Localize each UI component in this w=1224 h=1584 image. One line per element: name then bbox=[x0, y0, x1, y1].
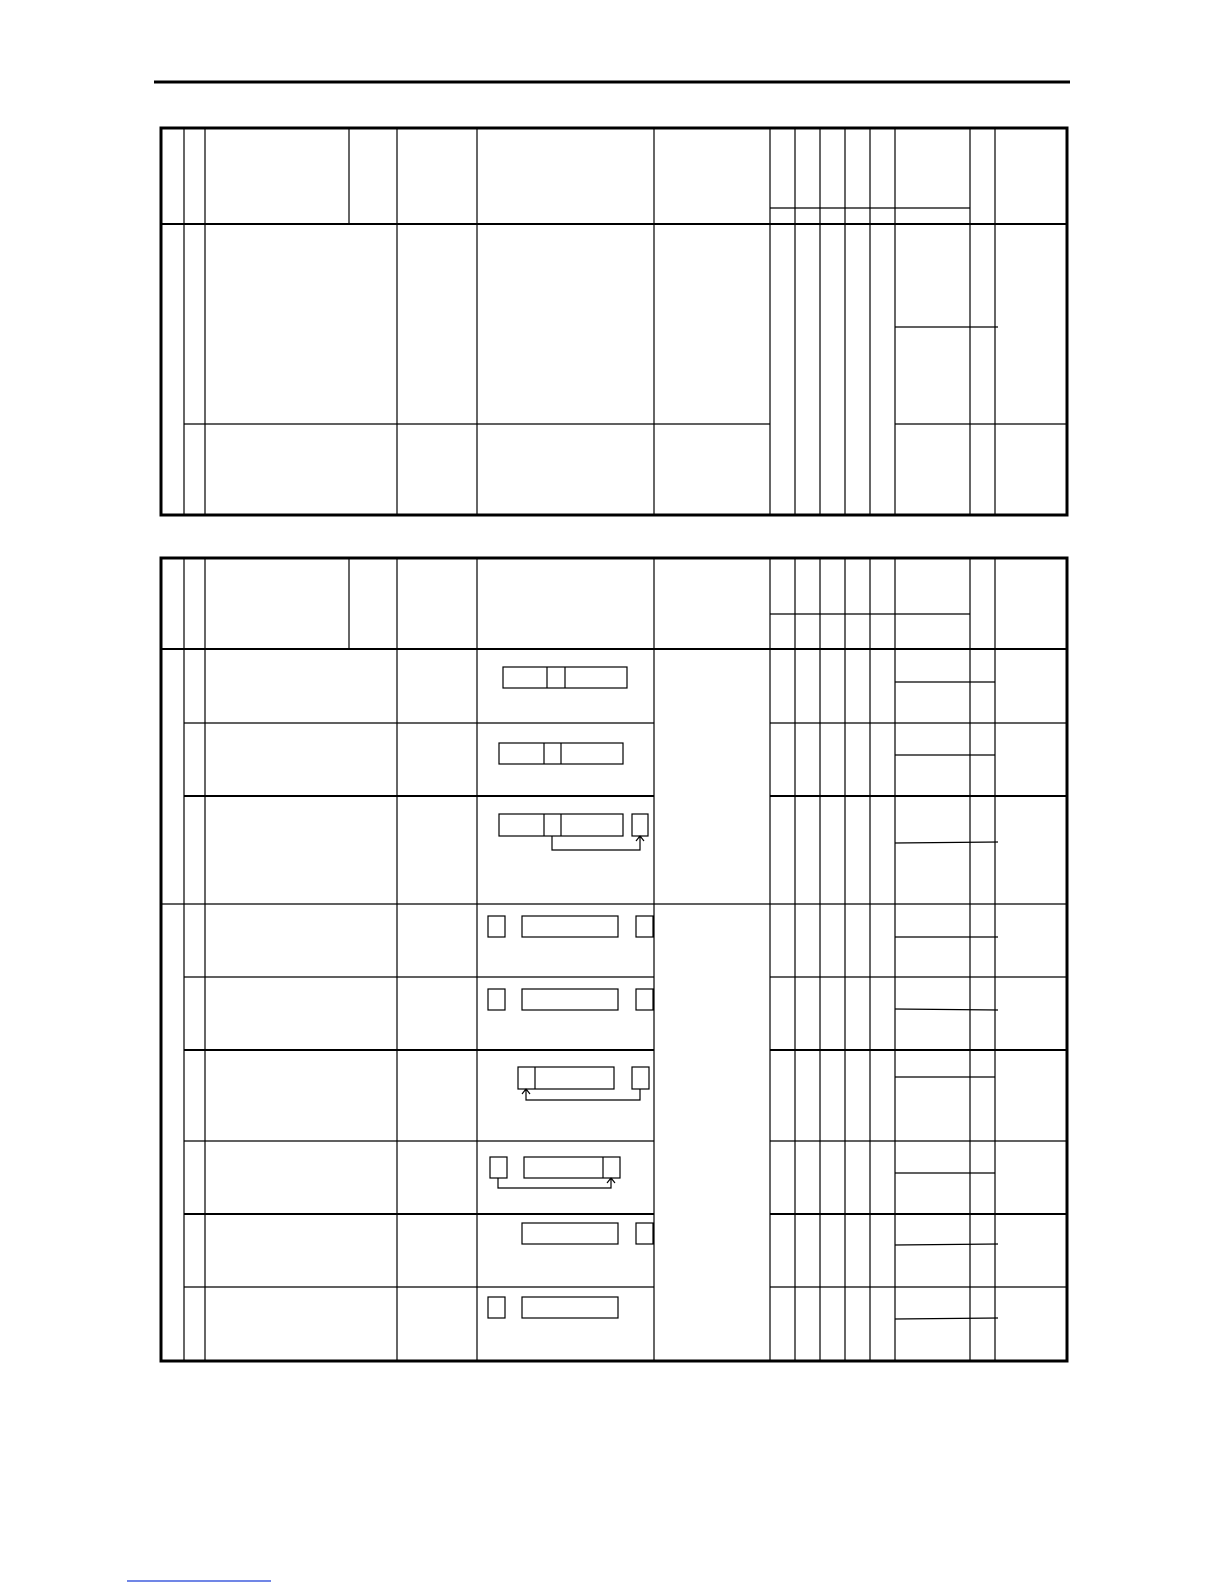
parameter-table-2 bbox=[161, 558, 1067, 1361]
format-diagram-3 bbox=[499, 814, 648, 850]
table-1-border bbox=[161, 128, 1067, 515]
format-diagram-9 bbox=[488, 1297, 618, 1318]
format-diagram-6 bbox=[518, 1067, 649, 1100]
format-diagram-5 bbox=[488, 989, 653, 1010]
format-diagram-8 bbox=[522, 1223, 653, 1244]
format-diagram-4 bbox=[488, 916, 653, 937]
format-diagram-1 bbox=[503, 667, 627, 688]
parameter-table-1 bbox=[161, 128, 1067, 515]
format-diagram-2 bbox=[499, 743, 623, 764]
format-diagram-7 bbox=[490, 1157, 620, 1188]
